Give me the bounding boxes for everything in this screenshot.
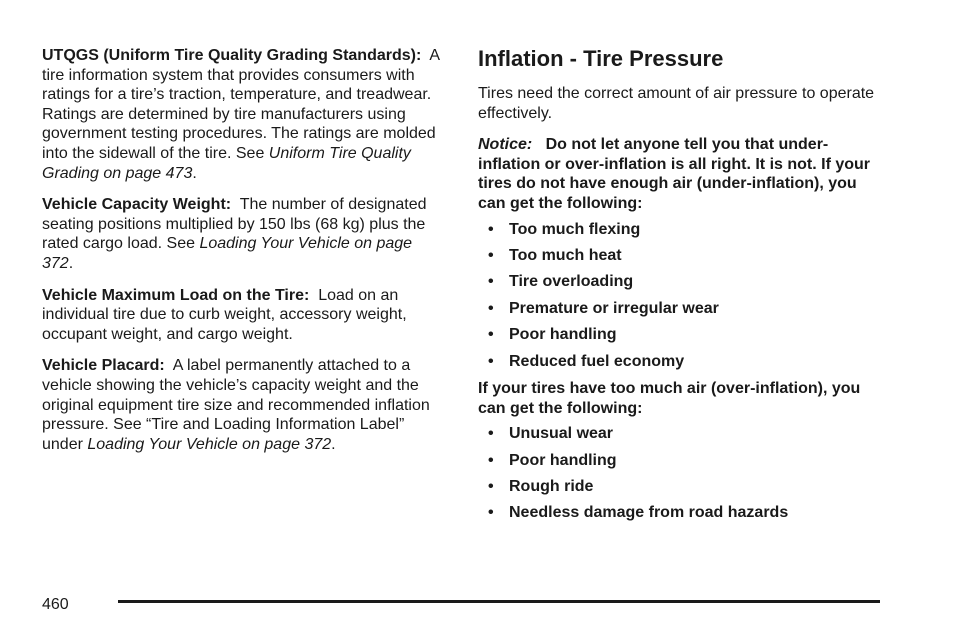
vehicle-placard-term: Vehicle Placard: [42,357,165,375]
vehicle-capacity-weight-reference-link[interactable]: Loading Your Vehicle on page 372 [42,235,413,272]
vehicle-placard-definition [42,356,447,454]
notice-text: Do not let anyone tell you that under-inflation or over-inflation is all right. It is not. If your tires do not have enough air (under-inflation), you can get the following: [478,136,871,212]
over-inflation-list [478,424,888,523]
list-item [488,299,888,319]
notice-paragraph [478,135,888,213]
list-item-text: Poor handling [509,326,617,344]
bullet-icon: • [488,478,494,496]
list-item [488,325,888,345]
list-item [488,220,888,240]
notice-label: Notice: [478,136,533,154]
list-item [488,246,888,266]
list-item-text: Too much heat [509,246,622,264]
list-item [488,272,888,292]
intro-paragraph: Tires need the correct amount of air pressure to operate effectively. [478,85,875,122]
list-item-text: Poor handling [509,451,617,469]
vehicle-capacity-weight-period: . [68,254,74,272]
bullet-icon: • [488,352,494,370]
utqgs-term: UTQGS (Uniform Tire Quality Grading Standards): [42,47,422,64]
utqgs-period: . [192,164,197,182]
list-item-text: Rough ride [509,478,594,496]
list-item [488,477,888,497]
vehicle-capacity-weight-definition [42,195,447,273]
bullet-icon: • [488,299,494,317]
bullet-icon: • [488,220,494,238]
list-item [488,503,888,523]
vehicle-max-load-definition [42,286,447,345]
list-item-text: Tire overloading [509,273,634,291]
under-inflation-list [478,220,888,372]
vehicle-capacity-weight-term: Vehicle Capacity Weight: [42,196,232,214]
list-item [488,451,888,471]
list-item-text: Needless damage from road hazards [509,504,789,522]
bullet-icon: • [488,326,494,344]
bullet-icon: • [488,504,494,522]
vehicle-max-load-term: Vehicle Maximum Load on the Tire: [42,286,310,304]
list-item [488,352,888,372]
vehicle-placard-text: A label permanently attached to a vehicle showing the vehicle’s capacity weight and the original equipment tire size and recommended inflation pressure. See “Tire and Loading Information Label” under [42,357,430,453]
page-number: 460 [42,596,69,613]
list-item-text: Too much flexing [509,220,641,238]
vehicle-placard-reference-link[interactable]: Loading Your Vehicle on page 372 [87,435,332,453]
vehicle-capacity-weight-text: The number of designated seating positions multiplied by 150 lbs (68 kg) plus the rated cargo load. See [42,196,427,253]
over-inflation-intro-text: If your tires have too much air (over-inflation), you can get the following: [478,380,861,417]
utqgs-reference-link[interactable]: Uniform Tire Quality Grading on page 473 [42,144,411,182]
right-column [478,46,888,531]
vehicle-placard-period: . [331,435,336,453]
bullet-icon: • [488,246,494,264]
over-inflation-intro [478,379,888,418]
list-item-text: Unusual wear [509,425,614,443]
section-heading: Inflation - Tire Pressure [478,46,724,71]
utqgs-text: A tire information system that provides consumers with ratings for a tire’s traction, temperature, and treadwear. Ratings are determined by tire manufacturers using government testing procedures. The ratings are molded into the sidewall of the tire. See [42,47,440,162]
vehicle-max-load-text: Load on an individual tire due to curb weight, accessory weight, occupant weight, and cargo weight. [42,286,407,343]
list-item-text: Premature or irregular wear [509,299,719,317]
bullet-icon: • [488,451,494,469]
left-column [42,46,447,466]
footer-rule [118,600,880,603]
bullet-icon: • [488,273,494,291]
list-item [488,424,888,444]
bullet-icon: • [488,425,494,443]
utqgs-definition [42,46,447,183]
list-item-text: Reduced fuel economy [509,352,685,370]
